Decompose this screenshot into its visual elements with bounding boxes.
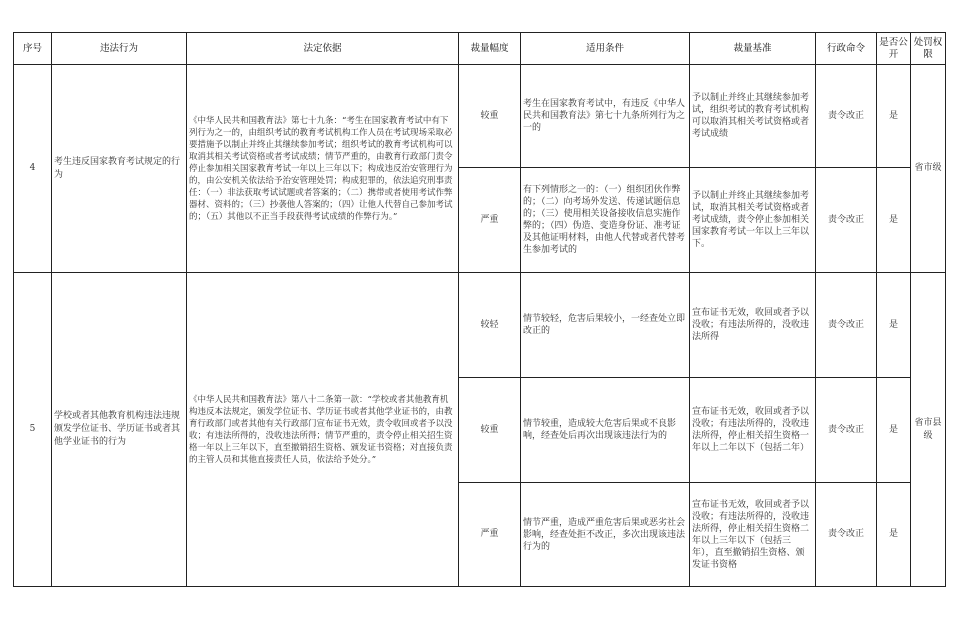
level-condition: 情节严重，造成严重危害后果或恶劣社会影响，经查处拒不改正，多次出现该违法行为的 xyxy=(521,483,690,587)
level-range: 较重 xyxy=(459,378,521,483)
level-range: 较轻 xyxy=(459,273,521,378)
level-range: 较重 xyxy=(459,65,521,168)
header-public: 是否公开 xyxy=(877,33,911,65)
level-public: 是 xyxy=(877,378,911,483)
level-order: 责令改正 xyxy=(816,483,877,587)
row-behavior: 考生违反国家教育考试规定的行为 xyxy=(52,65,187,273)
level-condition: 考生在国家教育考试中，有违反《中华人民共和国教育法》第七十九条所列行为之一的 xyxy=(521,65,690,168)
row-behavior: 学校或者其他教育机构违法违规颁发学位证书、学历证书或者其他学业证书的行为 xyxy=(52,273,187,587)
header-basis: 法定依据 xyxy=(187,33,459,65)
level-public: 是 xyxy=(877,483,911,587)
header-condition: 适用条件 xyxy=(521,33,690,65)
penalty-discretion-table xyxy=(13,32,946,587)
level-condition: 情节较重，造成较大危害后果或不良影响，经查处后再次出现该违法行为的 xyxy=(521,378,690,483)
header-authority: 处罚权限 xyxy=(911,33,946,65)
row-basis: 《中华人民共和国教育法》第八十二条第一款：“学校或者其他教育机构违反本法规定，颁发学位证书、学历证书或者其他学业证书的，由教育行政部门或者其他有关行政部门宣布证书无效，责令收回或者予以没收；有违法所得的，没收违法所得；情节严重的，责令停止相关招生资格一年以上三年以下，直至撤销招生资格、颁发证书资格；对直接负责的主管人员和其他直接责任人员，依法给予处分。” xyxy=(187,273,459,587)
level-condition: 情节较轻，危害后果较小，一经查处立即改正的 xyxy=(521,273,690,378)
table-row xyxy=(14,273,946,378)
level-standard: 予以制止并终止其继续参加考试，取消其相关考试资格或者考试成绩，责令停止参加相关国家教育考试一年以上三年以下。 xyxy=(690,168,816,273)
level-order: 责令改正 xyxy=(816,168,877,273)
header-seq: 序号 xyxy=(14,33,52,65)
row-seq: 4 xyxy=(14,65,52,273)
level-standard: 宣布证书无效，收回或者予以没收；有违法所得的，没收违法所得，停止相关招生资格二年以上三年以下（包括三年），直至撤销招生资格、颁发证书资格 xyxy=(690,483,816,587)
level-order: 责令改正 xyxy=(816,273,877,378)
level-standard: 宣布证书无效，收回或者予以没收；有违法所得的，没收违法所得 xyxy=(690,273,816,378)
level-public: 是 xyxy=(877,273,911,378)
header-behavior: 违法行为 xyxy=(52,33,187,65)
level-public: 是 xyxy=(877,65,911,168)
level-public: 是 xyxy=(877,168,911,273)
level-range: 严重 xyxy=(459,168,521,273)
level-range: 严重 xyxy=(459,483,521,587)
header-order: 行政命令 xyxy=(816,33,877,65)
row-seq: 5 xyxy=(14,273,52,587)
level-standard: 予以制止并终止其继续参加考试，组织考试的教育考试机构可以取消其相关考试资格或者考试成绩 xyxy=(690,65,816,168)
row-authority: 省市县级 xyxy=(911,273,946,587)
row-authority: 省市级 xyxy=(911,65,946,273)
level-condition: 有下列情形之一的：（一）组织团伙作弊的；（二）向考场外发送、传递试题信息的；（三）使用相关设备接收信息实施作弊的；（四）伪造、变造身份证、准考证及其他证明材料，由他人代替或者代替考生参加考试的 xyxy=(521,168,690,273)
level-standard: 宣布证书无效，收回或者予以没收；有违法所得的，没收违法所得，停止相关招生资格一年以上二年以下（包括二年） xyxy=(690,378,816,483)
level-order: 责令改正 xyxy=(816,378,877,483)
table-row xyxy=(14,65,946,168)
level-order: 责令改正 xyxy=(816,65,877,168)
header-range: 裁量幅度 xyxy=(459,33,521,65)
header-standard: 裁量基准 xyxy=(690,33,816,65)
header-row xyxy=(14,33,946,65)
row-basis: 《中华人民共和国教育法》第七十九条：“考生在国家教育考试中有下列行为之一的，由组织考试的教育考试机构工作人员在考试现场采取必要措施予以制止并终止其继续参加考试；组织考试的教育考试机构可以取消其相关考试资格或者考试成绩；情节严重的，由教育行政部门责令停止参加相关国家教育考试一年以上三年以下；构成违反治安管理行为的，由公安机关依法给予治安管理处罚；构成犯罪的，依法追究刑事责任：（一）非法获取考试试题或者答案的；（二）携带或者使用考试作弊器材、资料的；（三）抄袭他人答案的；（四）让他人代替自己参加考试的；（五）其他以不正当手段获得考试成绩的作弊行为。” xyxy=(187,65,459,273)
